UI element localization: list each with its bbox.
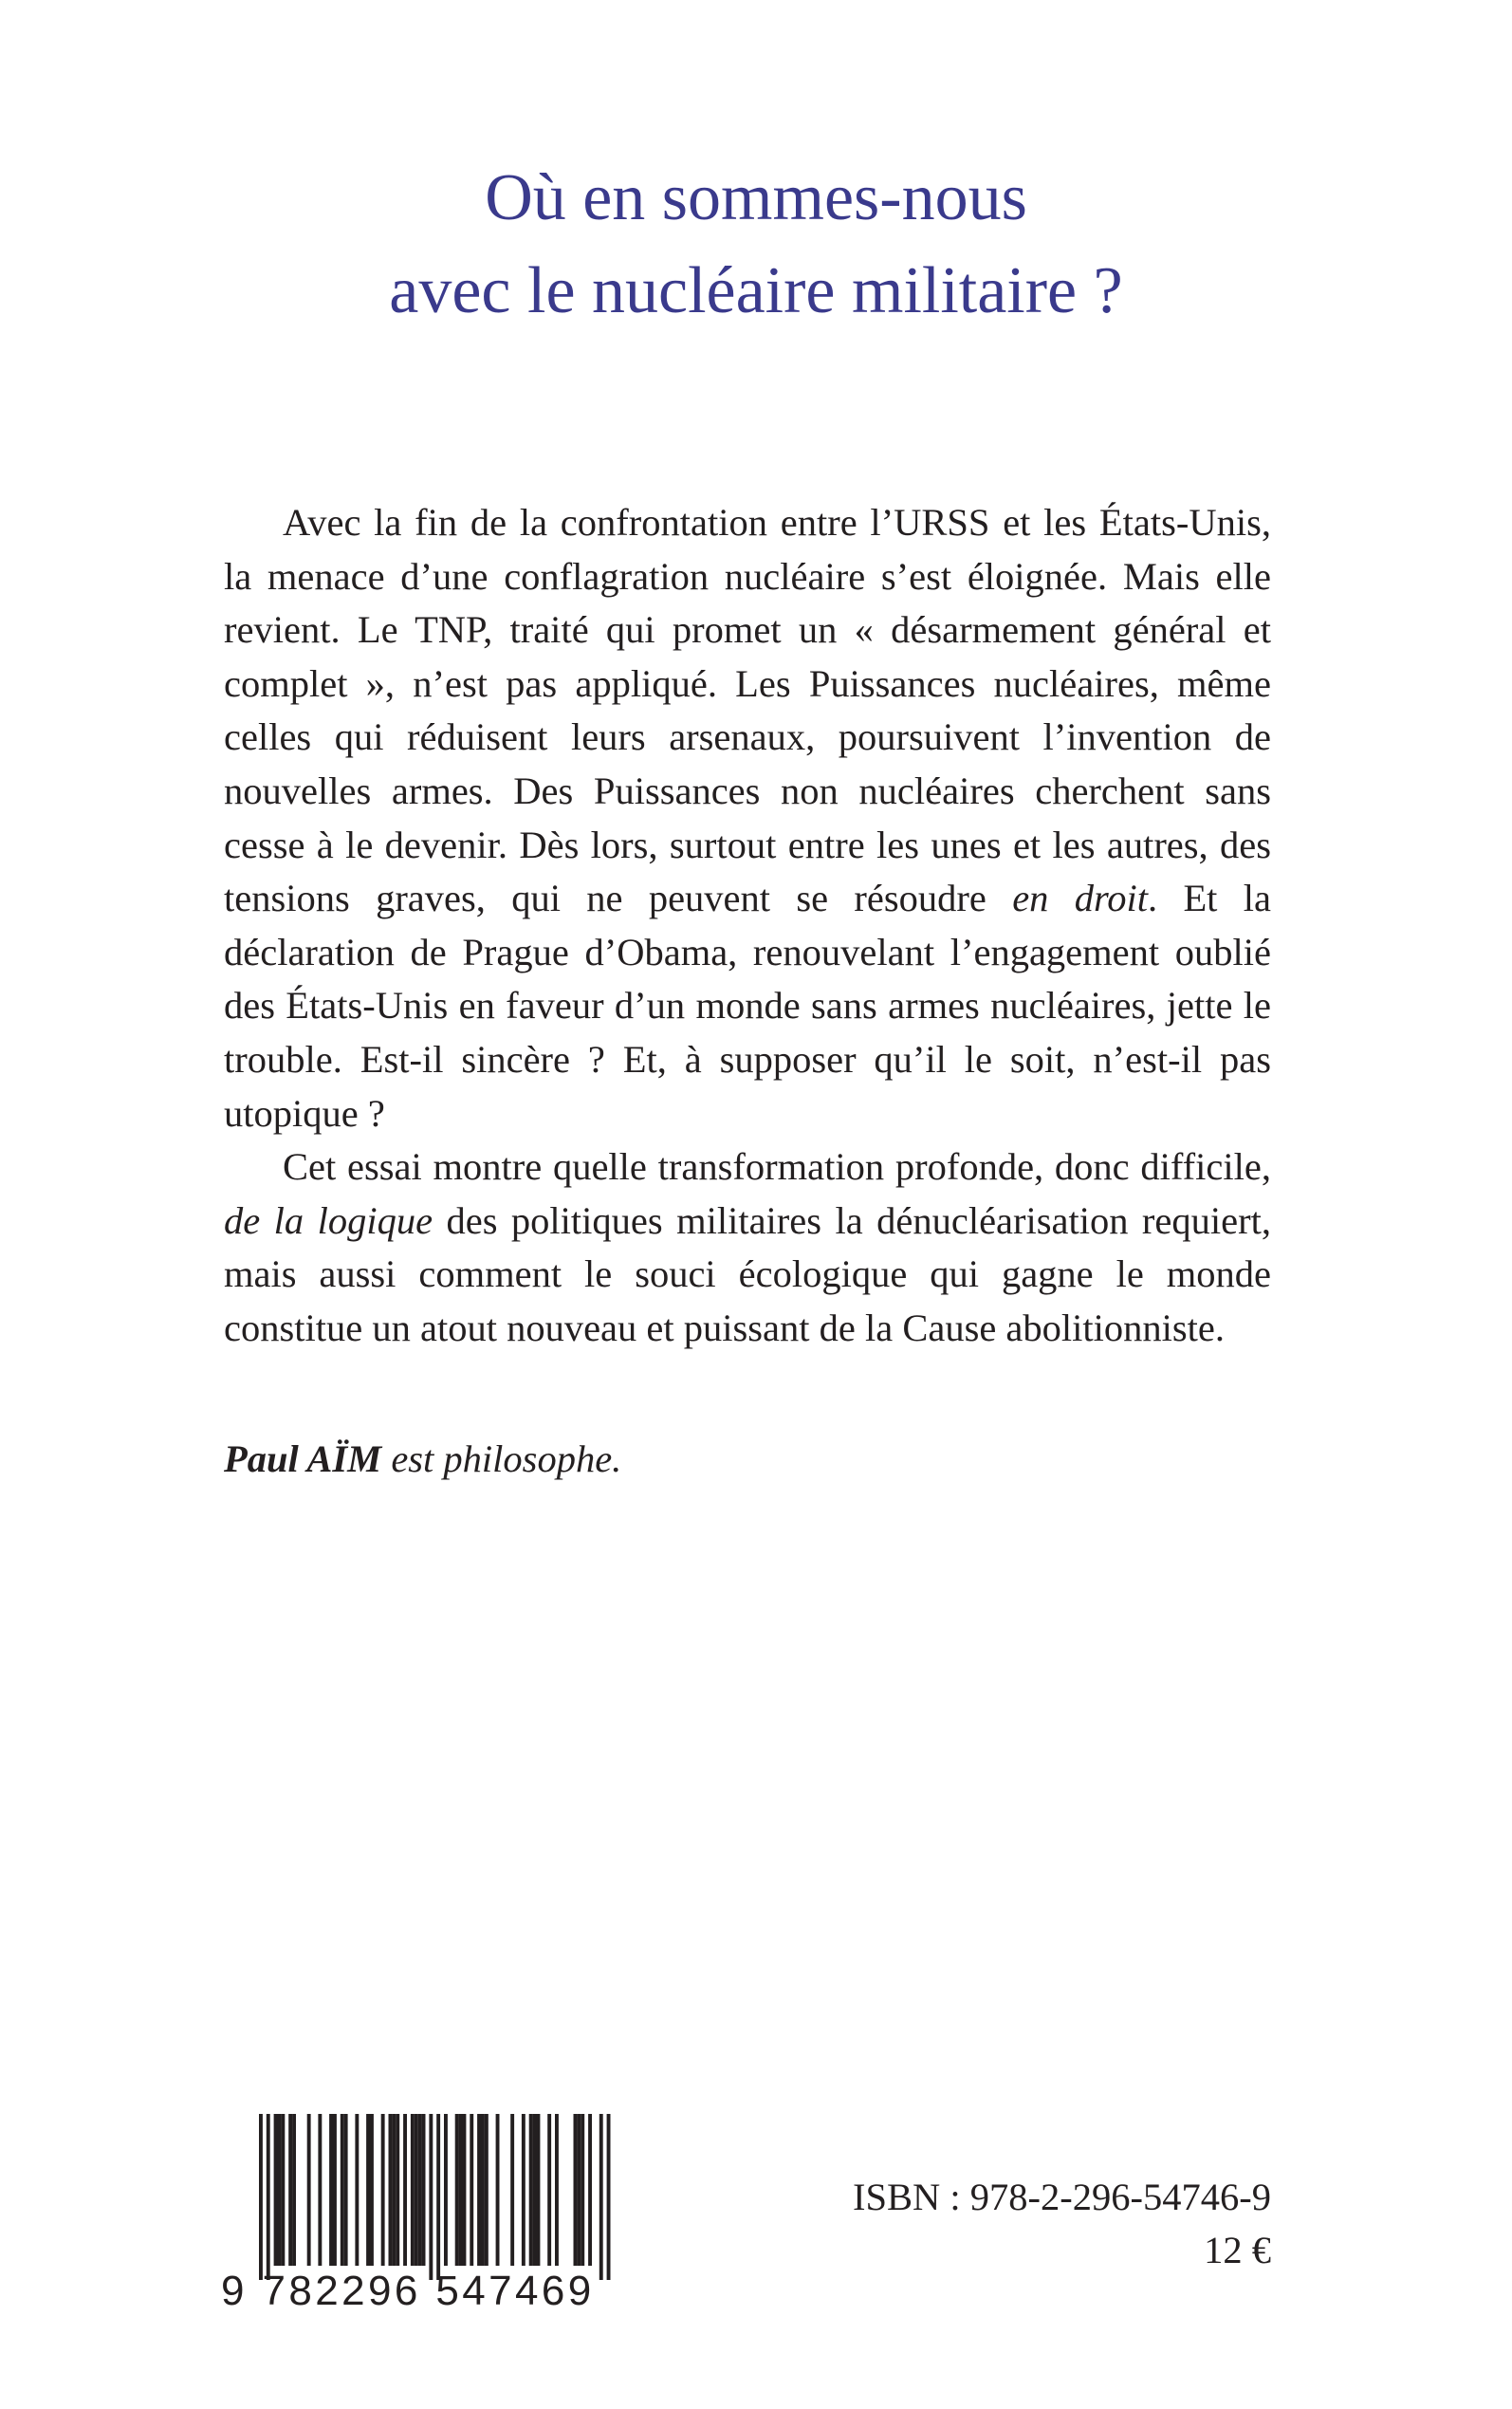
barcode-bar <box>533 2114 537 2266</box>
blurb-text: Avec la fin de la confrontation entre l’URSS et les États-Unis, la menace d’une conflagration nucléaire s’est éloignée. Mais elle revient. Le TNP, traité qui promet un « désarmement général et complet », n’est pas appliqué. Les Puissances nucléaires, même celles qui réduisent leurs arsenaux, poursuivent l’invention de nouvelles armes. Des Puissances non nucléaires cherchent sans cesse à le devenir. Dès lors, surtout entre les unes et les autres, des tensions graves, qui ne peuvent se résoudre <box>224 501 1271 920</box>
barcode-bar <box>581 2114 584 2266</box>
barcode-bar <box>389 2114 393 2266</box>
blurb-paragraph-2 <box>224 1140 1271 1355</box>
book-title <box>0 152 1512 338</box>
barcode-bar <box>278 2114 282 2266</box>
barcode-bar <box>341 2114 344 2266</box>
barcode-bar <box>370 2114 374 2266</box>
barcode-bar <box>496 2114 500 2266</box>
barcode-bar <box>267 2114 270 2280</box>
barcode-bar <box>411 2114 415 2266</box>
barcode-bar <box>485 2114 489 2266</box>
barcode-bar <box>292 2114 296 2266</box>
barcode-bar <box>481 2114 485 2266</box>
barcode-bar <box>529 2114 533 2266</box>
barcode-bar <box>318 2114 322 2266</box>
barcode-bars <box>221 2114 629 2280</box>
barcode-bar <box>463 2114 467 2266</box>
barcode-bar <box>418 2114 422 2266</box>
barcode-bar <box>329 2114 333 2266</box>
barcode-bar <box>355 2114 359 2266</box>
barcode-bar <box>281 2114 285 2266</box>
author-note <box>224 1433 621 1486</box>
barcode-bar <box>422 2114 426 2266</box>
barcode-bar <box>366 2114 370 2266</box>
barcode-digits: 9 782296 547469 <box>221 2268 595 2314</box>
blurb-paragraph-1 <box>224 496 1271 1140</box>
barcode-bar <box>522 2114 526 2266</box>
barcode-bar <box>396 2114 399 2266</box>
barcode-bar <box>415 2114 418 2266</box>
blurb <box>224 496 1271 1356</box>
barcode-bar <box>459 2114 463 2266</box>
barcode-bar <box>607 2114 611 2280</box>
barcode-bar <box>436 2114 440 2280</box>
barcode-bar <box>477 2114 481 2266</box>
barcode-bar <box>555 2114 559 2266</box>
barcode-bar <box>403 2114 407 2266</box>
blurb-text: des politiques militaires la dénucléarisation requiert, mais aussi comment le souci écologique qui gagne le monde constitue un atout nouveau et puissant de la Cause abolitionniste. <box>224 1198 1271 1349</box>
title-line-2: avec le nucléaire militaire ? <box>389 254 1123 327</box>
barcode-bar <box>599 2114 603 2280</box>
barcode-bar <box>537 2114 541 2266</box>
barcode-bar <box>510 2114 514 2266</box>
barcode-bar <box>588 2114 592 2266</box>
barcode-bar <box>392 2114 396 2266</box>
barcode-bar <box>307 2114 311 2266</box>
blurb-emphasis: en droit <box>1012 877 1148 920</box>
barcode-bar <box>574 2114 578 2266</box>
barcode-bar <box>577 2114 581 2266</box>
barcode-bar <box>444 2114 448 2266</box>
barcode-bar <box>429 2114 433 2280</box>
isbn: ISBN : 978-2-296-54746-9 <box>853 2176 1271 2218</box>
barcode-bar <box>259 2114 263 2280</box>
blurb-emphasis: de la logique <box>224 1198 433 1242</box>
blurb-text: Cet essai montre quelle transformation profonde, donc difficile, <box>283 1145 1271 1189</box>
price: 12 € <box>1204 2229 1271 2271</box>
barcode <box>221 2114 629 2332</box>
barcode-bar <box>333 2114 337 2266</box>
author-role: est philosophe. <box>381 1437 622 1480</box>
barcode-bar <box>470 2114 473 2266</box>
barcode-bar <box>547 2114 551 2266</box>
barcode-bar <box>274 2114 278 2266</box>
barcode-bar <box>381 2114 385 2266</box>
barcode-bar <box>288 2114 292 2266</box>
author-name: Paul AÏM <box>224 1437 382 1480</box>
barcode-bar <box>455 2114 459 2266</box>
blurb-text: . Et la déclaration de Prague d’Obama, renouvelant l’engagement oublié des États-Unis en faveur d’un monde sans armes nucléaires, jette le trouble. Est-il sincère ? Et, à supposer qu’il le soit, n’est-il pas utopique ? <box>224 877 1271 1135</box>
barcode-bar <box>344 2114 348 2266</box>
title-line-1: Où en sommes-nous <box>485 161 1027 234</box>
